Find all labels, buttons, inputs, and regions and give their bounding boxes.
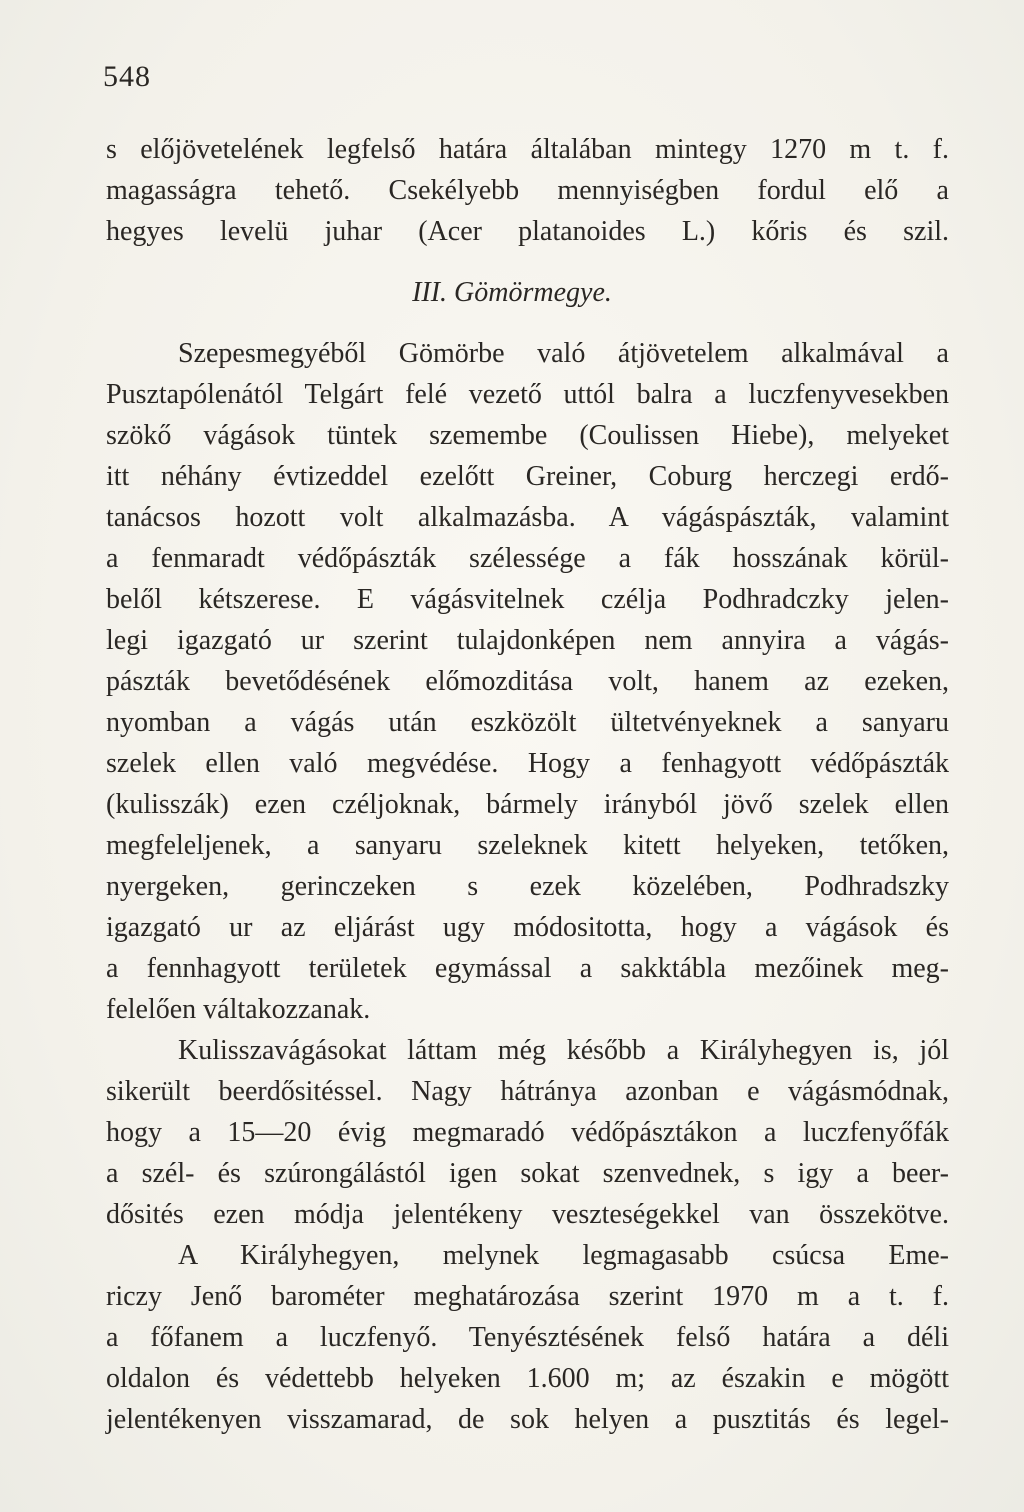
text-line: dősités ezen módja jelentékeny veszteségekkel van összekötve. [106,1199,949,1230]
text-line: szökő vágások tüntek szemembe (Coulissen Hiebe), melyeket [106,420,949,451]
text-line: nyergeken, gerinczeken s ezek közelében, Podhradszky [106,871,949,902]
text-line: Szepesmegyéből Gömörbe való átjövetelem alkalmával a [178,338,949,369]
section-heading: III. Gömörmegye. [412,277,612,308]
text-line: felelően váltakozzanak. [106,994,371,1025]
text-line: tanácsos hozott volt alkalmazásba. A vágáspászták, valamint [106,502,949,533]
page-number: 548 [103,60,151,93]
text-line: a fenmaradt védőpászták szélessége a fák hosszának körül- [106,543,949,574]
text-line: hegyes levelü juhar (Acer platanoides L.) kőris és szil. [106,216,949,247]
text-line: Kulisszavágásokat láttam még később a Királyhegyen is, jól [178,1035,949,1066]
text-line: a fennhagyott területek egymással a sakktábla mezőinek meg- [106,953,949,984]
text-line: magasságra tehető. Csekélyebb mennyiségben fordul elő a [106,175,949,206]
text-line: megfeleljenek, a sanyaru szeleknek kitett helyeken, tetőken, [106,830,949,861]
text-line: A Királyhegyen, melynek legmagasabb csúcsa Eme- [178,1240,949,1271]
text-line: pászták bevetődésének előmozditása volt, hanem az ezeken, [106,666,949,697]
text-line: szelek ellen való megvédése. Hogy a fenhagyott védőpászták [106,748,949,779]
text-line: a szél- és szúrongálástól igen sokat szenvednek, s igy a beer- [106,1158,949,1189]
text-line: a főfanem a luczfenyő. Tenyésztésének felső határa a déli [106,1322,949,1353]
text-line: riczy Jenő barométer meghatározása szerint 1970 m a t. f. [106,1281,949,1312]
text-line: sikerült beerdősitéssel. Nagy hátránya azonban e vágásmódnak, [106,1076,949,1107]
text-line: belől kétszerese. E vágásvitelnek czélja Podhradczky jelen- [106,584,949,615]
text-line: nyomban a vágás után eszközölt ültetvényeknek a sanyaru [106,707,949,738]
text-line: igazgató ur az eljárást ugy módositotta, hogy a vágások és [106,912,949,943]
text-line: oldalon és védettebb helyeken 1.600 m; az északin e mögött [106,1363,949,1394]
text-line: itt néhány évtizeddel ezelőtt Greiner, Coburg herczegi erdő- [106,461,949,492]
text-line: s előjövetelének legfelső határa általában mintegy 1270 m t. f. [106,134,949,165]
text-line: Pusztapólenától Telgárt felé vezető uttól balra a luczfenyvesekben [106,379,949,410]
text-line: jelentékenyen visszamarad, de sok helyen a pusztitás és legel- [106,1404,949,1435]
text-line: legi igazgató ur szerint tulajdonképen nem annyira a vágás- [106,625,949,656]
text-line: (kulisszák) ezen czéljoknak, bármely irányból jövő szelek ellen [106,789,949,820]
text-line: hogy a 15—20 évig megmaradó védőpásztákon a luczfenyőfák [106,1117,949,1148]
